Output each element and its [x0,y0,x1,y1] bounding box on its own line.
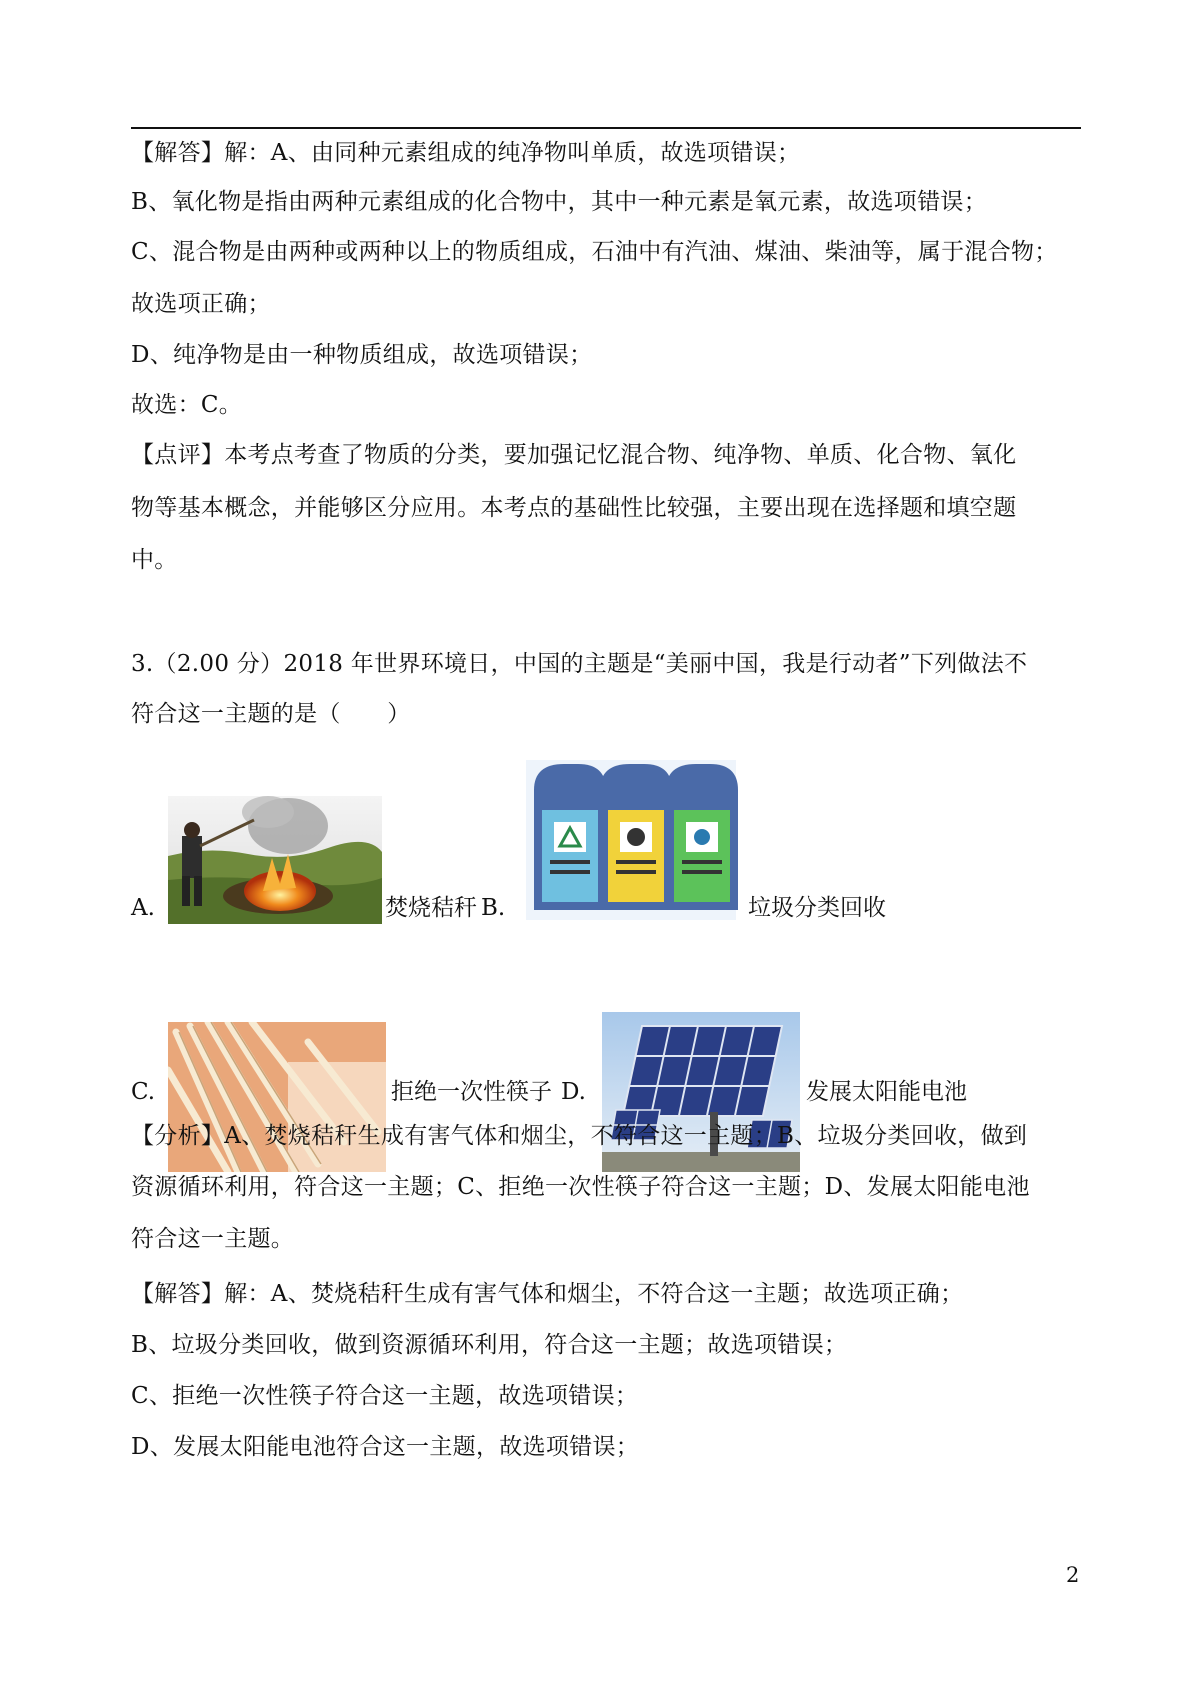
page-number: 2 [1066,1563,1080,1587]
analysis-line: 资源循环利用，符合这一主题；C、拒绝一次性筷子符合这一主题；D、发展太阳能电池 [131,1174,1030,1200]
option-b-text: 垃圾分类回收 [748,895,886,921]
answer-line: D、发展太阳能电池符合这一主题，故选项错误； [131,1434,640,1460]
option-a-text: 焚烧秸秆 [385,895,477,921]
analysis-line: 符合这一主题。 [131,1226,295,1252]
comment-line: 【点评】本考点考查了物质的分类，要加强记忆混合物、纯净物、单质、化合物、氧化 [131,442,1017,468]
comment-line: 物等基本概念，并能够区分应用。本考点的基础性比较强，主要出现在选择题和填空题 [131,495,1017,521]
option-c-text: 拒绝一次性筷子 [391,1079,552,1105]
answer-line: B、垃圾分类回收，做到资源循环利用，符合这一主题；故选项错误； [131,1332,848,1358]
question-line: 3.（2.00 分）2018 年世界环境日，中国的主题是“美丽中国，我是行动者”下列做法不 [131,651,1028,677]
answer-line: 故选：C。 [131,392,243,418]
question-line: 符合这一主题的是（ ） [131,701,411,727]
answer-line: C、混合物是由两种或两种以上的物质组成，石油中有汽油、煤油、柴油等，属于混合物； [131,239,1058,265]
analysis-line: 【分析】A、焚烧秸秆生成有害气体和烟尘，不符合这一主题；B、垃圾分类回收，做到 [131,1123,1028,1149]
answer-line: 【解答】解：A、焚烧秸秆生成有害气体和烟尘，不符合这一主题；故选项正确； [131,1281,964,1307]
option-c-prefix: C. [131,1079,156,1105]
recycling-bins-image [520,750,742,922]
option-d-text: 发展太阳能电池 [806,1079,967,1105]
burning-straw-image [168,796,382,924]
answer-line: D、纯净物是由一种物质组成，故选项错误； [131,342,593,368]
answer-line: 故选项正确； [131,291,271,317]
header-rule [131,127,1081,129]
answer-line: 【解答】解：A、由同种元素组成的纯净物叫单质，故选项错误； [131,140,801,166]
option-a-prefix: A. [131,895,155,921]
option-d-prefix: D. [561,1079,586,1105]
answer-line: C、拒绝一次性筷子符合这一主题，故选项错误； [131,1383,639,1409]
answer-line: B、氧化物是指由两种元素组成的化合物中，其中一种元素是氧元素，故选项错误； [131,189,988,215]
comment-line: 中。 [131,547,178,573]
option-b-prefix: B. [481,895,506,921]
